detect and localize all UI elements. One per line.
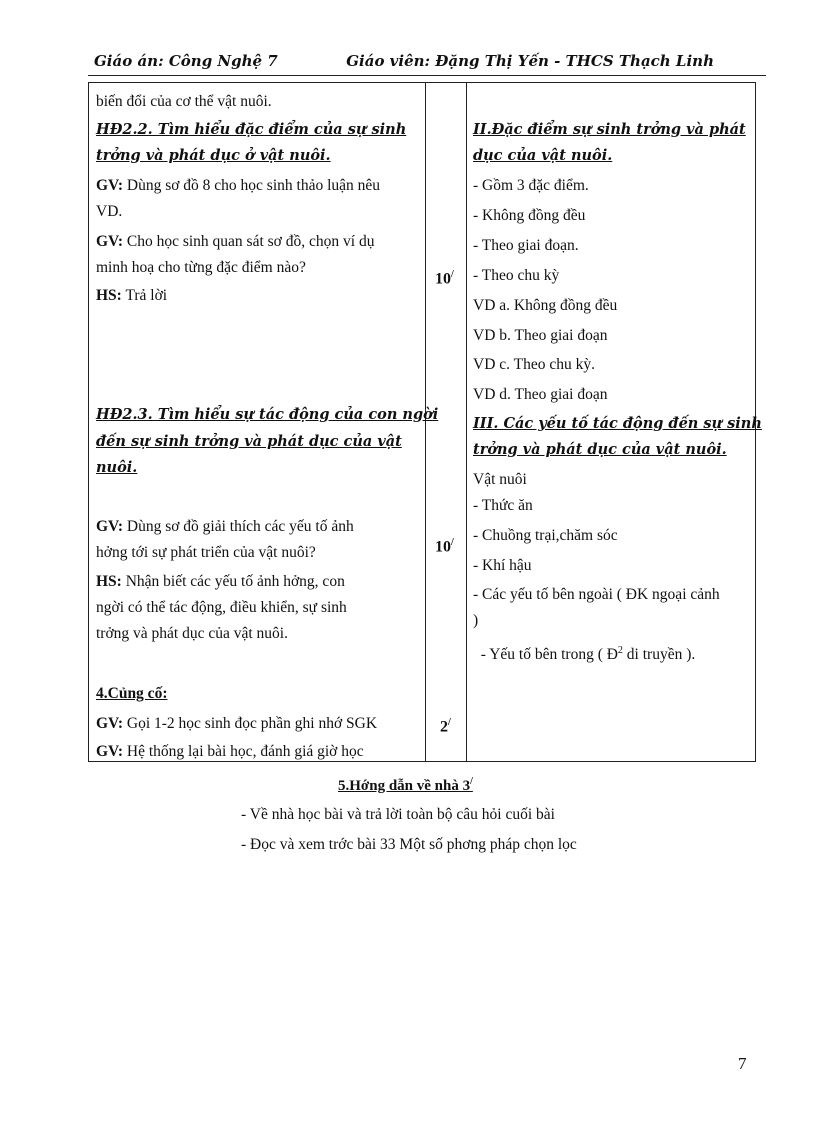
content-text: - Yếu tố bên trong ( Đ xyxy=(473,646,618,664)
header-teacher: Giáo viên: Đặng Thị Yến - THCS Thạch Linh xyxy=(346,52,714,70)
section-heading-2-cont: dục của vật nuôi. xyxy=(473,147,613,164)
teacher-note-text: Gọi 1-2 học sinh đọc phần ghi nhớ SGK xyxy=(126,715,378,732)
content-line: - Theo giai đoạn. xyxy=(473,237,579,254)
student-note xyxy=(96,283,167,309)
content-line: - Không đồng đều xyxy=(473,207,586,224)
time-value: 10 xyxy=(435,270,451,288)
student-note xyxy=(96,569,345,595)
content-line: VD b. Theo giai đoạn xyxy=(473,327,608,344)
time-consolidation xyxy=(440,717,451,736)
gv-label: GV: xyxy=(96,177,123,194)
hs-label: HS: xyxy=(96,573,122,590)
teacher-note-text: Cho học sinh quan sát sơ đồ, chọn ví dụ xyxy=(126,233,375,250)
activity-heading-2-2-cont: trởng và phát dục ở vật nuôi. xyxy=(96,147,331,164)
section-heading-2: II.Đặc điểm sự sinh trởng và phát xyxy=(473,121,746,138)
content-line: VD a. Không đồng đều xyxy=(473,297,618,314)
homework-heading xyxy=(338,776,473,795)
time-value: 10 xyxy=(435,538,451,556)
minute-mark: / xyxy=(448,717,451,728)
time-hd2-2 xyxy=(435,269,454,288)
student-note-text: Nhận biết các yếu tố ảnh hởng, con xyxy=(125,573,345,590)
content-line: VD d. Theo giai đoạn xyxy=(473,386,608,403)
section-heading-3-cont: trởng và phát dục của vật nuôi. xyxy=(473,441,727,458)
content-text: di truyền ). xyxy=(622,646,696,664)
lesson-table xyxy=(88,82,762,762)
page-number: 7 xyxy=(738,1054,747,1073)
header-subject: Giáo án: Công Nghệ 7 xyxy=(94,52,278,70)
teacher-note-cont: VD. xyxy=(96,203,123,220)
teacher-note xyxy=(96,229,374,255)
content-line: VD c. Theo chu kỳ. xyxy=(473,356,595,373)
homework-heading-text: 5.Hớng dẫn về nhà 3 xyxy=(338,778,471,794)
content-line: - Chuồng trại,chăm sóc xyxy=(473,527,618,544)
superscript: 2 xyxy=(617,645,623,656)
section-heading-3: III. Các yếu tố tác động đến sự sinh xyxy=(473,415,762,432)
hs-label: HS: xyxy=(96,287,122,304)
time-hd2-3 xyxy=(435,537,454,556)
homework-item: - Đọc và xem trớc bài 33 Một số phơng pháp chọn lọc xyxy=(241,836,577,853)
content-line xyxy=(473,638,695,668)
time-value: 2 xyxy=(440,718,448,736)
content-line: - Theo chu kỳ xyxy=(473,267,560,284)
minute-mark: / xyxy=(451,537,454,548)
activity-heading-2-3-cont: đến sự sinh trởng và phát dục của vật xyxy=(96,433,402,450)
content-line: Vật nuôi xyxy=(473,471,527,488)
content-line: - Gồm 3 đặc điểm. xyxy=(473,177,589,194)
teacher-note-cont: hởng tới sự phát triển của vật nuôi? xyxy=(96,544,316,561)
gv-label: GV: xyxy=(96,715,123,732)
teacher-note-text: Dùng sơ đồ 8 cho học sinh thảo luận nêu xyxy=(126,177,381,194)
teacher-note xyxy=(96,173,380,199)
header-rule xyxy=(88,75,766,76)
left-line: biến đổi của cơ thể vật nuôi. xyxy=(96,93,272,110)
column-divider-2 xyxy=(466,83,467,761)
minute-mark: / xyxy=(470,776,473,787)
content-line: - Các yếu tố bên ngoài ( ĐK ngoại cảnh xyxy=(473,586,720,603)
gv-label: GV: xyxy=(96,518,123,535)
student-note-text: Trả lời xyxy=(125,287,168,304)
minute-mark: / xyxy=(451,269,454,280)
page-header xyxy=(88,52,766,76)
teacher-note-cont: minh hoạ cho từng đặc điểm nào? xyxy=(96,259,306,276)
content-line: - Thức ăn xyxy=(473,497,533,514)
gv-label: GV: xyxy=(96,743,123,760)
teacher-note-text: Hệ thống lại bài học, đánh giá giờ học xyxy=(126,743,364,760)
activity-heading-2-2: HĐ2.2. Tìm hiểu đặc điểm của sự sinh xyxy=(96,121,407,138)
gv-label: GV: xyxy=(96,233,123,250)
content-line-cont: ) xyxy=(473,612,479,629)
teacher-note xyxy=(96,711,377,737)
activity-heading-2-3: HĐ2.3. Tìm hiểu sự tác động của con ngời xyxy=(96,406,439,423)
student-note-cont: trởng và phát dục của vật nuôi. xyxy=(96,625,288,642)
teacher-note xyxy=(96,514,354,540)
homework-item: - Về nhà học bài và trả lời toàn bộ câu hỏi cuối bài xyxy=(241,806,555,823)
consolidation-heading: 4.Củng cố: xyxy=(96,685,168,702)
activity-heading-2-3-end: nuôi. xyxy=(96,459,138,476)
teacher-note xyxy=(96,739,364,765)
content-line: - Khí hậu xyxy=(473,557,532,574)
teacher-note-text: Dùng sơ đồ giải thích các yếu tố ảnh xyxy=(126,518,354,535)
student-note-cont: ngời có thể tác động, điều khiển, sự sinh xyxy=(96,599,347,616)
